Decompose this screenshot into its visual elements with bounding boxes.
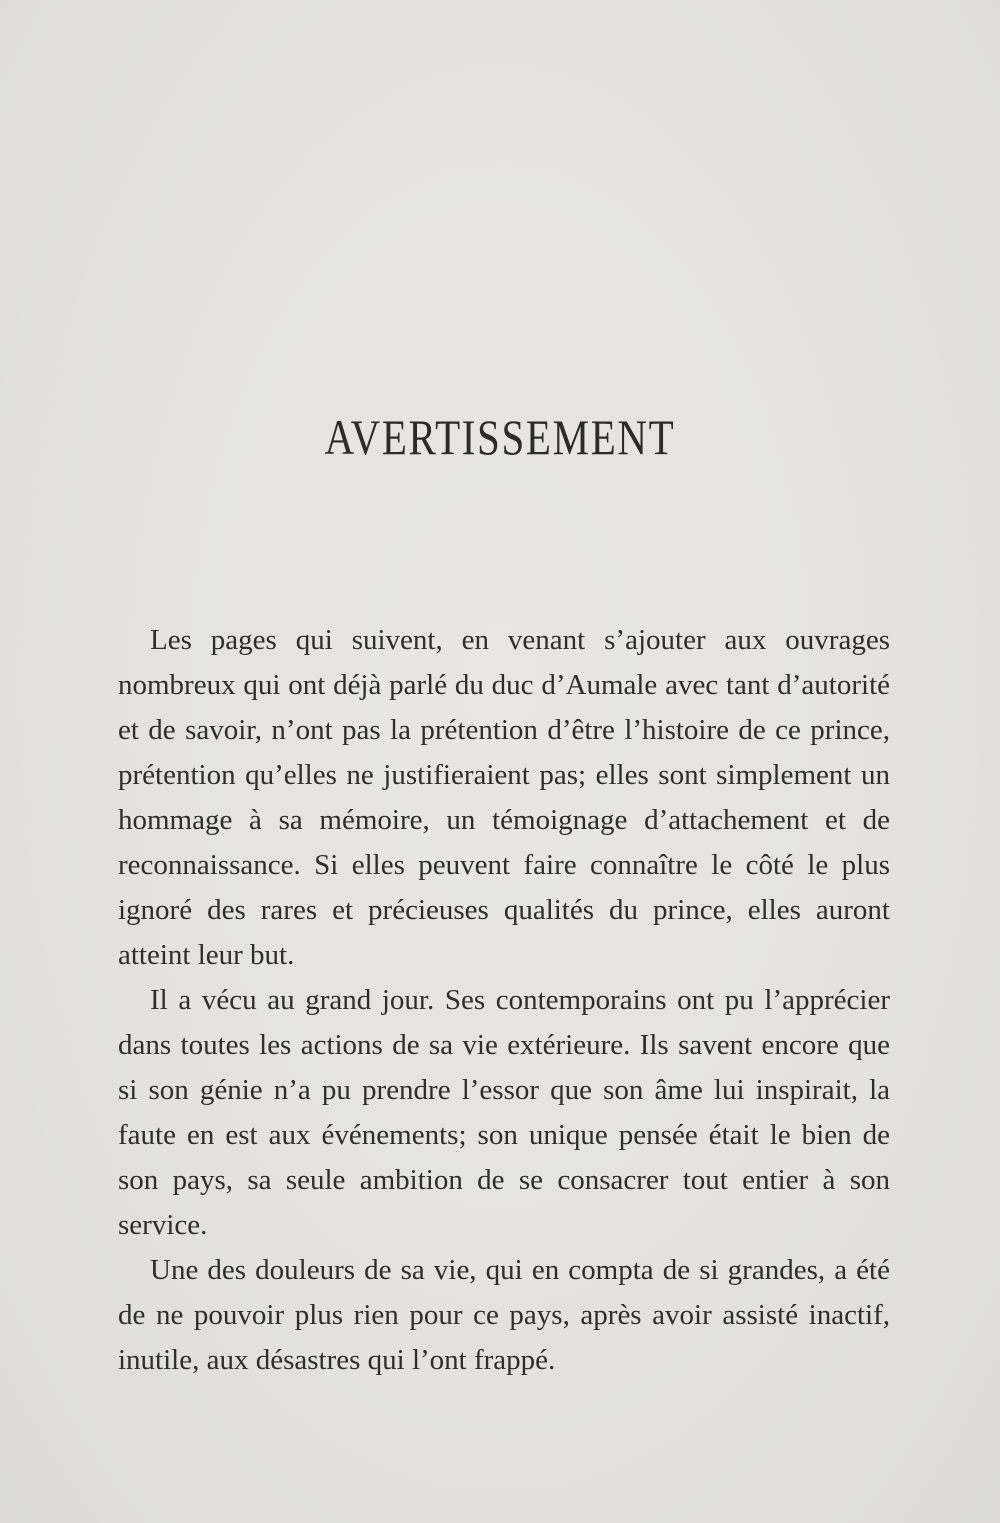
paragraph: Les pages qui suivent, en venant s’ajouter aux ouvrages nombreux qui ont déjà parlé du duc d’Aumale avec tant d’autorité et de savoir, n’ont pas la prétention d’être l’histoire de ce prince, prétention qu’elles ne justifieraient pas; elles sont simplement un hommage à sa mémoire, un témoignage d’attachement et de reconnaissance. Si elles peuvent faire connaître le côté le plus ignoré des rares et précieuses qualités du prince, elles auront atteint leur but. bbox=[118, 624, 890, 971]
paragraph: Une des douleurs de sa vie, qui en compta de si grandes, a été de ne pouvoir plus rien pour ce pays, après avoir assisté inactif, inutile, aux désastres qui l’ont frappé. bbox=[118, 1254, 890, 1376]
body-text bbox=[118, 618, 890, 1383]
page-title: AVERTISSEMENT bbox=[324, 409, 676, 465]
paragraph: Il a vécu au grand jour. Ses contemporains ont pu l’apprécier dans toutes les actions de sa vie extérieure. Ils savent encore que si son génie n’a pu prendre l’essor que son âme lui inspirait, la faute en est aux événements; son unique pensée était le bien de son pays, sa seule ambition de se consacrer tout entier à son service. bbox=[118, 984, 890, 1241]
